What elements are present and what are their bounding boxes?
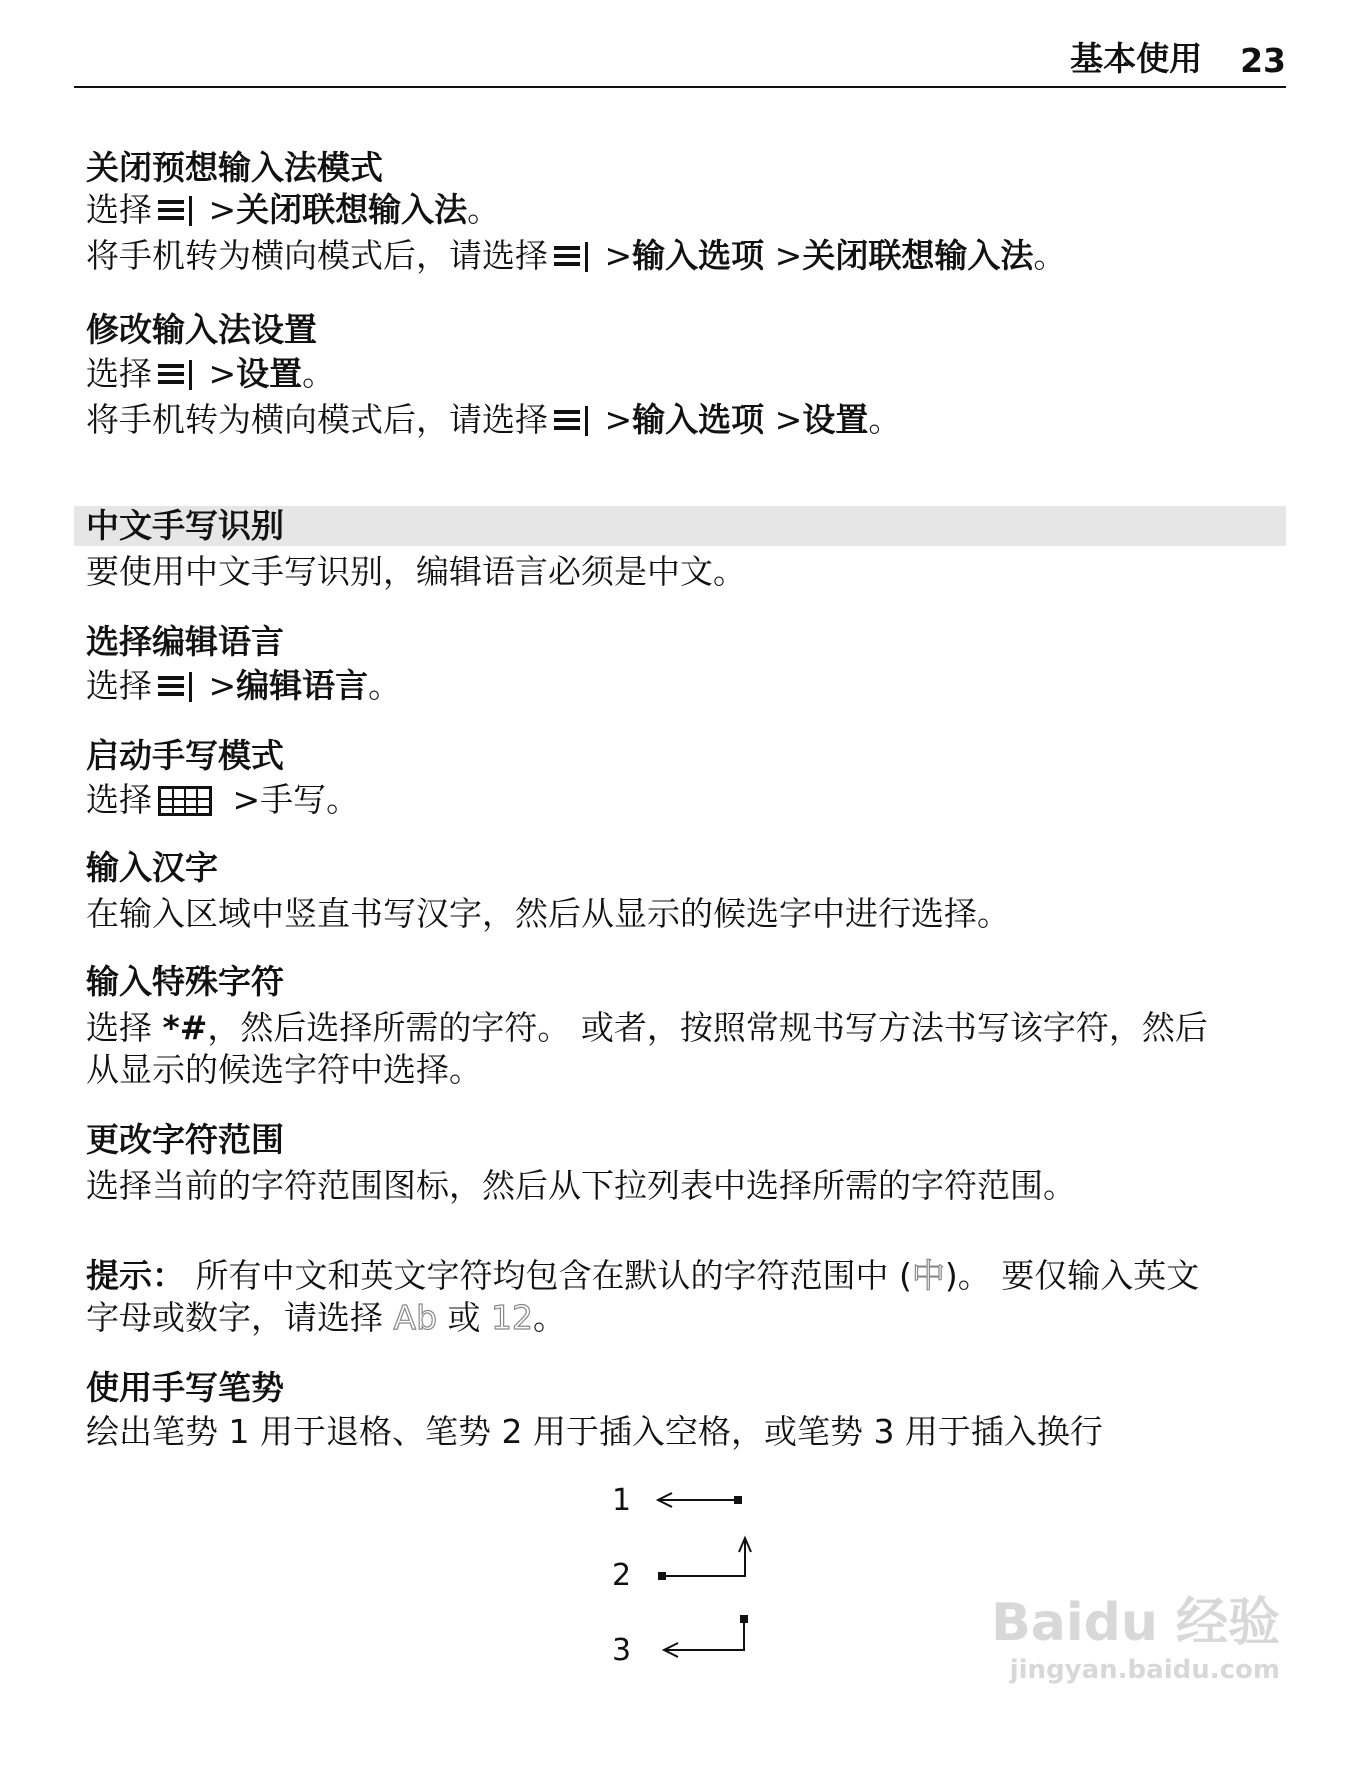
menu-icon bbox=[552, 240, 590, 272]
section-heading: 输入汉字 bbox=[86, 848, 218, 887]
menu-target: 关闭联想输入法 bbox=[802, 236, 1034, 275]
text: 。 bbox=[1033, 236, 1067, 275]
menu-icon bbox=[156, 358, 194, 390]
body-text bbox=[86, 1008, 1300, 1048]
body-text: 从显示的候选字符中选择。 bbox=[86, 1050, 482, 1089]
section-banner bbox=[74, 506, 1286, 546]
gesture-number-2: 2 bbox=[612, 1558, 632, 1593]
text: 选择 bbox=[86, 190, 152, 229]
instruction-line bbox=[86, 190, 1300, 230]
menu-target: 设置 bbox=[802, 400, 869, 439]
tip-line bbox=[86, 1256, 1300, 1296]
section-heading: 选择编辑语言 bbox=[86, 622, 284, 661]
page-header bbox=[74, 39, 1286, 88]
text: ，然后选择所需的字符。 或者，按照常规书写方法书写该字符，然后 bbox=[207, 1008, 1208, 1047]
menu-target: 输入选项 bbox=[632, 236, 765, 275]
menu-target: 手写 bbox=[260, 780, 327, 819]
text: 。 bbox=[326, 780, 360, 819]
text: 。 bbox=[868, 400, 902, 439]
text: 选择 bbox=[86, 780, 152, 819]
section-heading: 输入特殊字符 bbox=[86, 962, 284, 1001]
text: 字母或数字，请选择 bbox=[86, 1298, 383, 1337]
header-section-title: 基本使用 bbox=[1070, 39, 1203, 78]
gesture-2-stroke bbox=[662, 1540, 745, 1576]
gesture-number-3: 3 bbox=[612, 1633, 632, 1668]
section-heading: 关闭预想输入法模式 bbox=[86, 148, 383, 187]
separator: > bbox=[208, 190, 237, 229]
menu-icon bbox=[156, 194, 194, 226]
body-text: 绘出笔势 1 用于退格、笔势 2 用于插入空格，或笔势 3 用于插入换行 bbox=[86, 1412, 1103, 1451]
watermark-text: Baidu 经验 bbox=[991, 1593, 1280, 1653]
text: 。 bbox=[368, 666, 402, 705]
separator: > bbox=[208, 666, 237, 705]
watermark-url: jingyan.baidu.com bbox=[1009, 1655, 1280, 1685]
separator: > bbox=[208, 354, 237, 393]
body-text: 选择当前的字符范围图标，然后从下拉列表中选择所需的字符范围。 bbox=[86, 1166, 1076, 1205]
instruction-line bbox=[86, 400, 1300, 440]
instruction-line bbox=[86, 354, 1300, 394]
separator: > bbox=[604, 400, 633, 439]
menu-target: 设置 bbox=[236, 354, 303, 393]
text: 。 bbox=[533, 1298, 567, 1337]
section-heading: 更改字符范围 bbox=[86, 1120, 284, 1159]
text: 选择 bbox=[86, 354, 152, 393]
intro-text: 要使用中文手写识别，编辑语言必须是中文。 bbox=[86, 552, 746, 591]
section-heading: 修改输入法设置 bbox=[86, 310, 317, 349]
chinese-range-icon: 中 bbox=[911, 1256, 945, 1295]
text: 所有中文和英文字符均包含在默认的字符范围中 ( bbox=[195, 1256, 912, 1295]
menu-target: 输入选项 bbox=[632, 400, 765, 439]
gesture-3-stroke bbox=[664, 1620, 744, 1650]
keyboard-icon bbox=[158, 786, 212, 816]
body-text: 在输入区域中竖直书写汉字，然后从显示的候选字中进行选择。 bbox=[86, 894, 1010, 933]
numeric-range-icon: 12 bbox=[491, 1298, 534, 1337]
text: )。 要仅输入英文 bbox=[944, 1256, 1200, 1295]
text: 将手机转为横向模式后，请选择 bbox=[86, 400, 548, 439]
instruction-line bbox=[86, 236, 1300, 276]
separator: > bbox=[774, 236, 803, 275]
text: 选择 bbox=[86, 666, 152, 705]
separator: > bbox=[774, 400, 803, 439]
text: 选择 bbox=[86, 1008, 152, 1047]
menu-target: 关闭联想输入法 bbox=[236, 190, 468, 229]
page-number: 23 bbox=[1240, 41, 1286, 80]
text: 或 bbox=[447, 1298, 481, 1337]
key-symbol: *# bbox=[162, 1008, 208, 1047]
tip-label: 提示： bbox=[86, 1256, 185, 1295]
gesture-number-1: 1 bbox=[612, 1483, 632, 1518]
section-heading: 启动手写模式 bbox=[86, 736, 284, 775]
text: 。 bbox=[302, 354, 336, 393]
latin-range-icon: Ab bbox=[393, 1298, 438, 1337]
gesture-diagram bbox=[600, 1470, 780, 1670]
menu-icon bbox=[156, 670, 194, 702]
gesture-1-start bbox=[734, 1496, 742, 1504]
menu-icon bbox=[552, 404, 590, 436]
section-heading: 使用手写笔势 bbox=[86, 1368, 284, 1407]
separator: > bbox=[604, 236, 633, 275]
instruction-line bbox=[86, 666, 1300, 706]
tip-line bbox=[86, 1298, 1300, 1338]
instruction-line bbox=[86, 780, 1300, 820]
watermark bbox=[991, 1580, 1280, 1685]
text: 将手机转为横向模式后，请选择 bbox=[86, 236, 548, 275]
menu-target: 编辑语言 bbox=[236, 666, 369, 705]
banner-title: 中文手写识别 bbox=[86, 506, 284, 545]
text: 。 bbox=[467, 190, 501, 229]
separator: > bbox=[232, 780, 261, 819]
